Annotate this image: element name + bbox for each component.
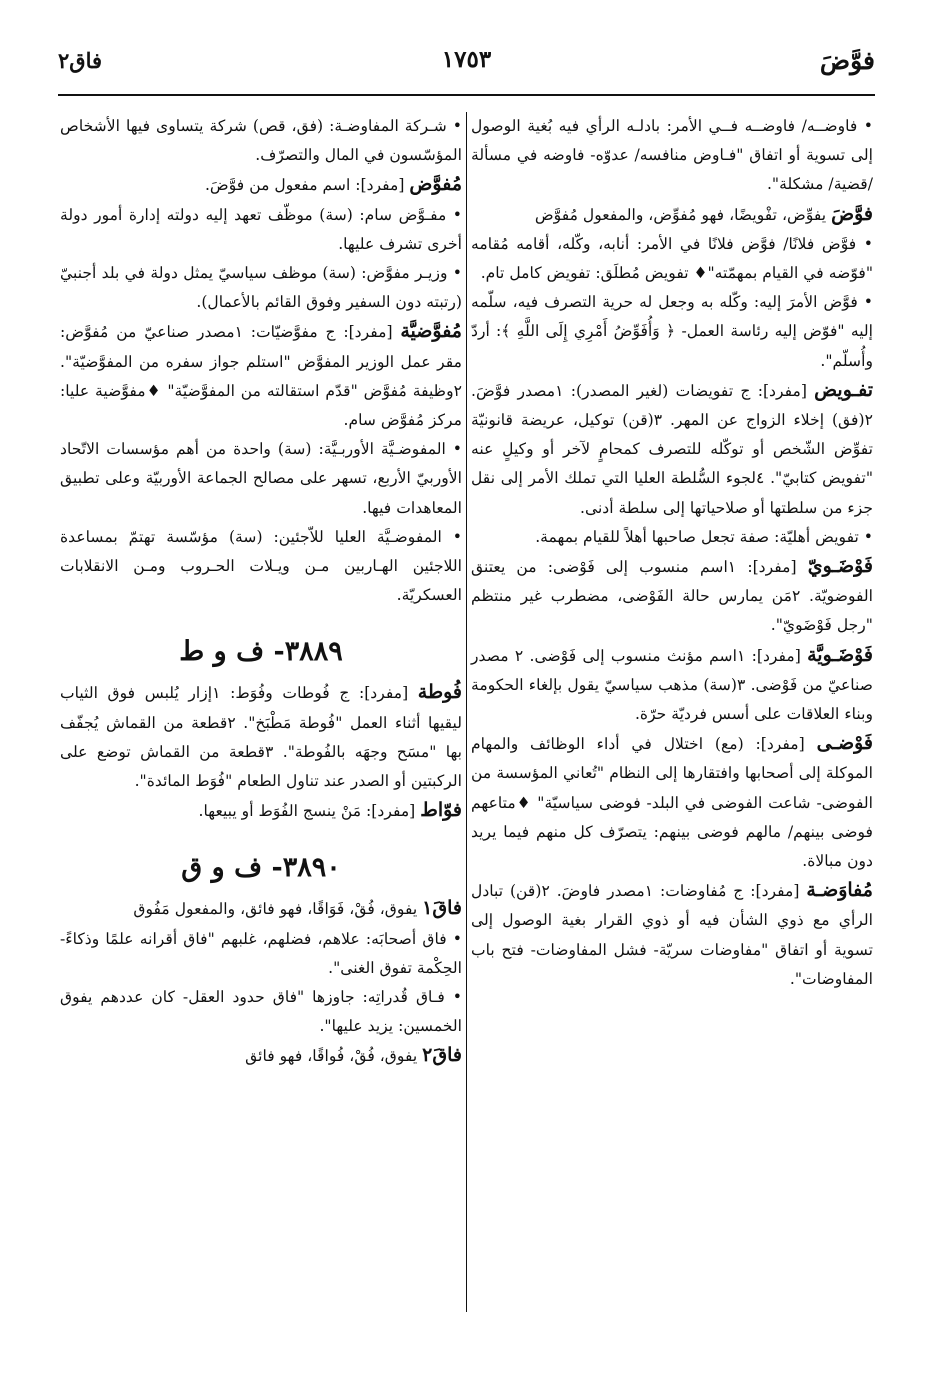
entry-text: [مفرد]: ١اسم منسوب إلى فَوْضى: من يعتنق الفوضويّة. ٢مَن يمارس حالة الفَوْضى، مضطرب غير منتظم "رجل فَوْضَويّ". [471,558,873,635]
entry-headword: فاقَ١ [422,897,462,920]
entry-text: [مفرد]: ج مفوَّضيّات: ١مصدر صناعيّ من مُفوَّض: مقر عمل الوزير المفوَّض "استلم جواز سفره من المفوَّضيّة". ٢وظيفة مُفوَّض "قدّم استقالته من المفوَّضيّة" ♦مفوَّضية عليا: مركز مُفوَّض سام. [60,323,462,430]
left-column [60,112,462,1072]
dictionary-entry [60,796,462,826]
entry-headword: مُفوَّض [409,173,462,196]
page-number: ١٧٥٣ [441,46,492,73]
entry-headword: فوّاط [420,799,462,822]
entry-text: • فاوضــه/ فاوضــه فــي الأمر: بادلـه الرأي فيه بُغية الوصول إلى تسوية أو اتفاق "فـاوض منافسه/ عدوّه- فاوضه في مسألة /قضية/ مشكلة". [471,117,873,194]
entry-text: • شـركة المفاوضـة: (فق، قص) شركة يتساوى فيها الأشخاص المؤسّسون في المال والتصرّف. [60,117,462,165]
entry-text: [مفرد]: اسم مفعول من فوَّضَ. [204,176,405,195]
entry-headword: تفـويض [814,378,873,401]
entry-text: [مفرد]: ج فُوطات وفُوَط: ١إزار يُلبس فوق الثياب ليقيها أثناء العمل "فُوطة مَطْبَخ". ٢قطعة من القماش يُجفّف بها "مسَح وجهَه بالفُوطة". ٣قطعة من القماش توضع على الركبتين أو الصدر عند تناول الطعام "فُوَط المائدة". [60,684,463,791]
header-first-entry: فوَّضَ [819,46,875,75]
entry-text: [مفرد]: مَنْ ينسج الفُوَط أو يبيعها. [198,802,416,821]
header-rule [58,94,875,96]
dictionary-entry [471,230,873,288]
dictionary-entry [471,552,873,641]
entry-text: • فاق أصحابَه: علاهم، فضلهم، غلبهم "فاق أقرانه علمًا وذكاءً- الحِكْمة تفوق الغنى". [60,929,462,977]
dictionary-entry [60,259,462,317]
entry-headword: فُوطة [417,681,462,704]
entry-text: • فـاق قُدراتِه: جاوزها "فاق حدود العقل- كان عددهم يفوق الخمسين: يزيد عليها". [60,988,462,1036]
section-heading: ٣٨٨٩- ف و ط [179,636,343,668]
dictionary-entry [471,729,873,876]
column-divider [466,112,467,1312]
entry-headword: فَوْضَـويّ [807,555,873,578]
entry-text: • تفويض أهليّة: صفة تجعل صاحبها أهلاً للقيام بمهمة. [535,527,873,546]
dictionary-entry [471,376,873,523]
dictionary-entry [471,876,873,994]
dictionary-entry [471,523,873,552]
dictionary-entry [471,288,873,376]
entry-text: • المفوضـيَّة العليا للاّجئين: (سة) مؤسّسة تهتمّ بمساعدة اللاجئين الهـاربين مـن ويـلات الحـروب ومـن الانقلابات العسكريّة. [60,527,462,605]
dictionary-entry [60,678,462,796]
entry-text: يفوِّض، تفْويضًا، فهو مُفوِّض، والمفعول مُفوَّض [534,205,827,224]
dictionary-entry [60,1041,462,1071]
section-heading: ٣٨٩٠- ف و ق [181,852,341,884]
dictionary-entry [60,435,462,523]
page-header [58,38,875,92]
dictionary-entry [60,317,462,435]
header-last-entry: فاق٢ [58,48,103,73]
dictionary-entry [60,112,462,170]
entry-headword: فَوْضَـويَّة [807,643,873,666]
entry-text: • المفوضـيَّة الأوربـيَّة: (سة) واحدة من أهم مؤسسات الاتّحاد الأوربيّ الأربع، تسهر على مصالح الجماعة الأوربيّة وعلى تطبيق المعاهدات فيها. [60,440,462,517]
entry-text: [مفرد]: (مع) اختلال في أداء الوظائف والمهام الموكلة إلى أصحابها وافتقارها إلى النظام "تُعاني المؤسسة من الفوضى- شاعت الفوضى في البلد- فوضى سياسيّة" ♦متاعهم فوضى بينهم/ مالهم فوضى بينهم: يتصرّف كل منهم فيما يريد دون مبالاة. [471,735,873,871]
dictionary-entry [60,523,462,611]
dictionary-entry [60,170,462,200]
entry-text: [مفرد]: ١اسم مؤنث منسوب إلى فَوْضى. ٢ مصدر صناعيّ من فَوْضى. ٣(سة) مذهب سياسيّ يقول بإلغاء الحكومة وبناء العلاقات على أسس فرديّة حرّة. [471,646,873,724]
entry-headword: مُفاوَضـة [806,879,873,902]
entry-headword: فَوْضـى [816,732,873,755]
entry-headword: فوَّضَ [831,202,873,225]
entry-text: [مفرد]: ج تفويضات (لغير المصدر): ١مصدر فوَّضَ. ٢(فق) إخلاء الزواج عن المهر. ٣(قن) توكيل، عريضة قانونيّة تفوِّض الشّخص أو توكّله للتصرف كمحامٍ لآخر أو وكيلٍ عنه "تفويض كتابيّ". ٤لجوء السُّلطة العليا التي تملك الأمر إلى نقل جزء من سلطتها أو صلاحياتها إلى سلطة أدنى. [471,381,873,517]
entry-text: يفوق، فُقْ، فُواقًا، فهو فائق [245,1047,418,1066]
dictionary-entry [471,641,873,730]
entry-text: • وزيـر مفوَّض: (سة) موظف سياسيّ يمثل دولة في بلد أجنبيّ (رتبته دون السفير وفوق القائم بالأعمال). [60,264,462,312]
entry-text: [مفرد]: ج مُفاوضات: ١مصدر فاوضَ. ٢(قن) تبادل الرأي مع ذوي الشأن فيه أو ذوي القرار بغية الوصول إلى تسوية أو اتفاق "مفاوضات سريّة- فشل المفاوضات- فتح باب المفاوضات". [471,882,873,988]
entry-headword: مُفوَّضيَّة [400,320,462,343]
entry-text: • فوَّض الأمرَ إليه: وكّله به وجعل له حرية التصرف فيه، سلّمه إليه "فوّض إليه رئاسة العمل- ﴿ وَأُفَوِّضُ أَمْرِي إِلَى اللَّهِ ﴾: أردّ وأُسلّم". [471,293,873,370]
entry-headword: فاقَ٢ [422,1044,462,1067]
entry-text: • فوَّض فلانًا/ فوَّض فلانًا في الأمر: أنابه، وكّله، أقامه مُقامه "فوّضه في القيام بمهمّته"♦ تفويض مُطلَق: تفويض كامل تام. [471,234,873,283]
dictionary-entry [60,983,462,1041]
dictionary-entry [60,894,462,924]
right-column [471,112,873,994]
dictionary-entry [60,925,462,983]
entry-text: يفوق، فُقْ، فَوَاقًا، فهو فائق، والمفعول مَفُوق [133,900,418,919]
dictionary-entry [471,200,873,230]
dictionary-entry [471,112,873,200]
dictionary-entry [60,201,462,259]
entry-text: • مفـوَّض سام: (سة) موظّف تعهد إليه دولته إدارة أمور دولة أخرى تشرف عليها. [60,205,462,253]
